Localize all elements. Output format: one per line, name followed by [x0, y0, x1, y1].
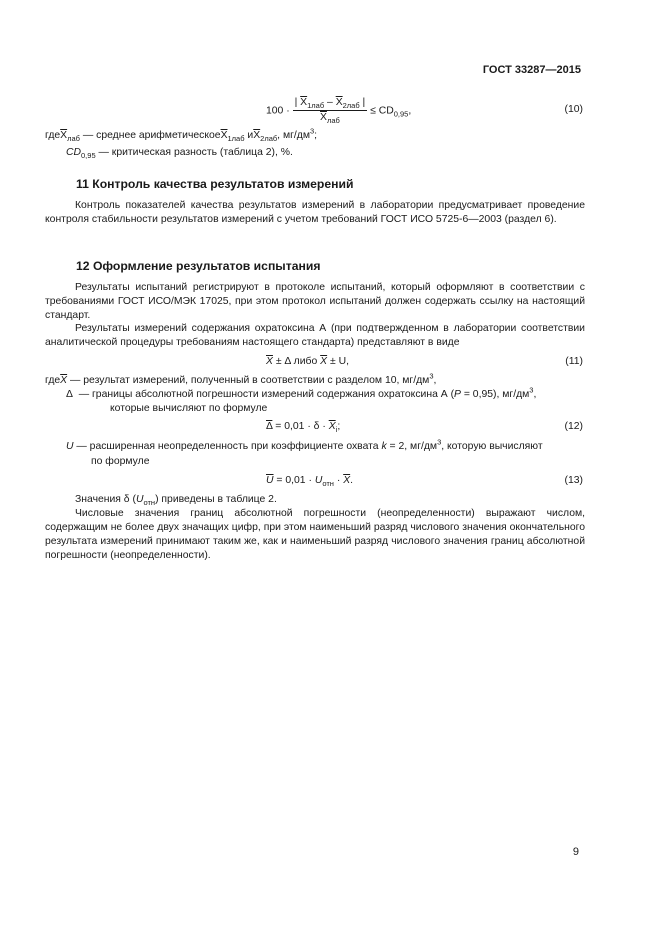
legend-10-line1: $где\overline{X}_{лаб}$ — среднее $арифметическое\overline{X}_{1лаб}$ $и\overline{X}_{2лаб}$, $мг/дм^3$; — [45, 126, 318, 144]
page-number: 9 — [572, 846, 579, 858]
section-12-heading: 12 Оформление результатов испытания — [76, 259, 321, 273]
formula-12: $\overline{\Delta} = 0,01 \cdot \delta \cdot \overline{X}_i$; — [266, 421, 341, 435]
legend-11-line3: которые вычисляют по формуле — [110, 403, 268, 414]
values-reference-line: Значения δ $(U_{отн})$ приведены в таблице 2. — [75, 494, 277, 508]
equation-number-11: (11) — [565, 356, 583, 367]
section-11-body: Контроль показателей качества результатов измерений в лаборатории предусматривает проведение контроля стабильности результатов измерений с учетом требований ГОСТ ИСО 5725-6—2003 (раздел 6). — [45, 200, 585, 225]
section-12-paragraph-2: Результаты измерений содержания охратоксина А (при подтвержденном в лаборатории соответствии аналитической процедуры требованиям настоящего стандарта) представляют в виде — [45, 323, 585, 348]
legend-11-line2: Δ — границы абсолютной погрешности измерений содержания охратоксина А (P = 0,95), $мг/дм^3$, — [66, 385, 537, 400]
legend-10-line2: $CD_{0,95}$ — критическая разность (таблица 2), %. — [66, 147, 293, 161]
formula-11: $\overline{X} \pm \Delta$ либо $\overline{X} \pm U$, — [266, 356, 349, 367]
equation-number-10: (10) — [564, 104, 583, 115]
legend-12-line2: по формуле — [91, 456, 150, 467]
section-12-paragraph-1: Результаты испытаний регистрируют в протоколе испытаний, который оформляют в соответствии с требованиями ГОСТ ИСО/МЭК 17025, при этом протокол испытаний должен содержать ссылку на настоящий стандарт. — [45, 282, 585, 321]
document-header: ГОСТ 33287—2015 — [482, 64, 581, 76]
legend-12-line1: U — расширенная неопределенность при коэффициенте охвата k = 2, $мг/дм^3$, которую вычисляют — [66, 437, 543, 452]
legend-11-line1: $где\overline{X}$ — результат измерений, полученный в соответствии с разделом 10, $мг/дм^3$, — [45, 371, 437, 386]
equation-number-13: (13) — [564, 475, 583, 486]
formula-10: 100 · $\frac{| \overline{X}_{1лаб} - \overline{X}_{2лаб} |}{\overline{X}_{лаб}}$ ≤ $CD_{0,95}$, — [266, 97, 412, 126]
closing-paragraph: Числовые значения границ абсолютной погрешности (неопределенности) выражают числом, содержащим не более двух значащих цифр, при этом наименьший разряд числового значения окончательного результата измерений принимают таким же, как и наименьший разряд числового значения границ абсолютной погрешности (неопределенности). — [45, 508, 585, 561]
equation-number-12: (12) — [564, 421, 583, 432]
formula-13: $\overline{U} = 0,01 \cdot U_{отн} \cdot \overline{X}$. — [266, 475, 354, 489]
section-11-heading: 11 Контроль качества результатов измерений — [76, 177, 354, 191]
